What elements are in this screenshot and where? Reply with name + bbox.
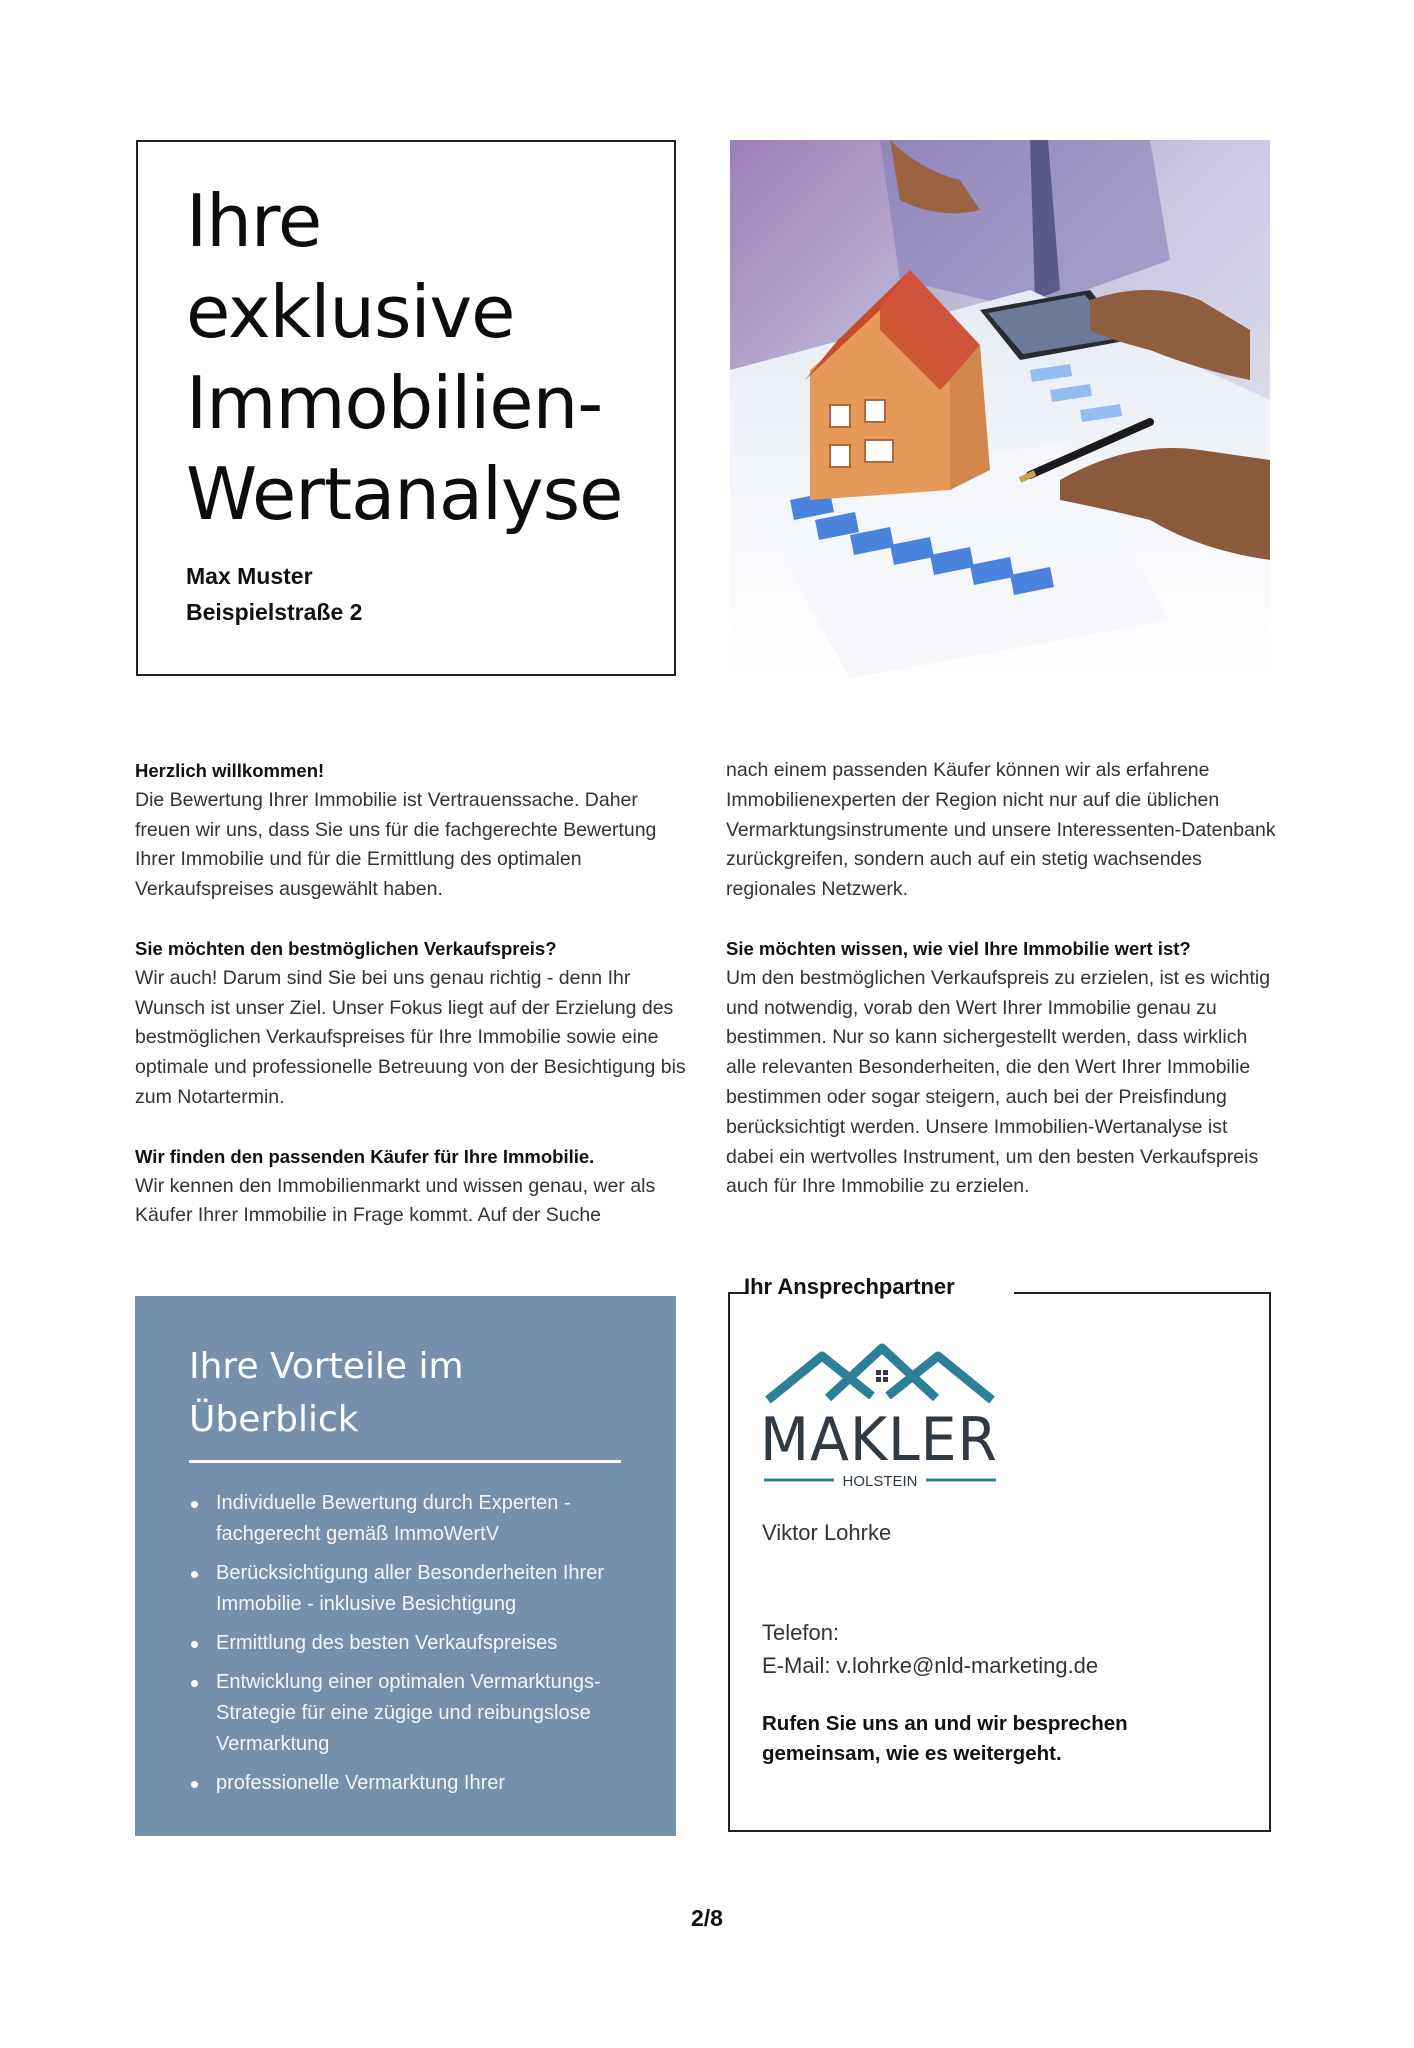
benefits-title-line2: Überblick (189, 1399, 359, 1440)
text-column-left (135, 756, 687, 1231)
owner-address: Beispielstraße 2 (186, 599, 363, 625)
title-line: Ihre (186, 179, 322, 263)
welcome-heading: Herzlich willkommen! (135, 760, 325, 781)
owner-info (186, 558, 362, 630)
contact-title: Ihr Ansprechpartner (744, 1274, 955, 1299)
welcome-paragraph: Die Bewertung Ihrer Immobilie ist Vertrauenssache. Daher freuen wir uns, dass Sie uns für die fachgerechte Bewertung Ihrer Immobilie und für die Ermittlung des optimalen Verkaufspreises ausgewählt haben. (135, 788, 657, 901)
title-line: Wertanalyse (186, 452, 623, 536)
list-item: Entwicklung einer optimalen Vermarktungs-Strategie für eine zügige und reibungslose Vermarktung (189, 1667, 619, 1760)
title-box (136, 140, 676, 676)
owner-name: Max Muster (186, 563, 313, 589)
list-item: Individuelle Bewertung durch Experten - fachgerecht gemäß ImmoWertV (189, 1488, 619, 1550)
contact-name: Viktor Lohrke (762, 1520, 892, 1545)
page-number: 2/8 (691, 1905, 723, 1931)
title-line: Immobilien- (186, 361, 603, 445)
buyer-heading: Wir finden den passenden Käufer für Ihre Immobilie. (135, 1145, 595, 1167)
hero-image (730, 140, 1270, 678)
list-item: Berücksichtigung aller Besonderheiten Ihrer Immobilie - inklusive Besichtigung (189, 1558, 619, 1620)
logo-text: MAKLER (760, 1405, 998, 1475)
company-logo (760, 1330, 1004, 1490)
title-line: exklusive (186, 270, 515, 354)
text-column-right (726, 756, 1278, 1202)
contact-phone-label: Telefon: (762, 1620, 840, 1645)
benefits-title-line1: Ihre Vorteile im (189, 1346, 464, 1387)
benefits-box (135, 1296, 676, 1836)
price-paragraph: Wir auch! Darum sind Sie bei uns genau richtig - denn Ihr Wunsch ist unser Ziel. Unser Fokus liegt auf der Erzielung des bestmöglichen Verkaufspreises für Ihre Immobilie sowie eine optimale und professionelle Betreuung von der Besichtigung bis zum Notartermin. (135, 966, 686, 1108)
buyer-paragraph-part1: Wir kennen den Immobilienmarkt und wissen genau, wer als Käufer Ihrer Immobilie in Frage kommt. Auf der Suche (135, 1174, 656, 1227)
benefits-list (189, 1488, 619, 1807)
benefits-title (189, 1340, 629, 1446)
value-heading: Sie möchten wissen, wie viel Ihre Immobilie wert ist? (726, 937, 1191, 959)
contact-email: E-Mail: v.lohrke@nld-marketing.de (762, 1653, 1099, 1678)
value-paragraph: Um den bestmöglichen Verkaufspreis zu erzielen, ist es wichtig und notwendig, vorab den Wert Ihrer Immobilie genau zu bestimmen. Nur so kann sichergestellt werden, dass wirklich alle relevanten Besonderheiten, die den Wert Ihrer Immobilie bestimmen oder sogar steigern, auch bei der Preisfindung berücksichtigt werden. Unsere Immobilien-Wertanalyse ist dabei ein wertvolles Instrument, um den besten Verkaufspreis auch für Ihre Immobilie zu erzielen. (726, 966, 1271, 1198)
buyer-paragraph-part2: nach einem passenden Käufer können wir als erfahrene Immobilienexperten der Region nicht nur auf die üblichen Vermarktungsinstrumente und unsere Interessenten-Datenbank zurückgreifen, sondern auch auf ein stetig wachsendes regionales Netzwerk. (726, 759, 1276, 901)
logo-subtext: HOLSTEIN (842, 1473, 918, 1490)
page-title (186, 176, 646, 540)
price-heading: Sie möchten den bestmöglichen Verkaufspreis? (135, 937, 557, 959)
list-item: Ermittlung des besten Verkaufspreises (189, 1628, 619, 1659)
benefits-divider (189, 1460, 621, 1463)
list-item: professionelle Vermarktung Ihrer (189, 1768, 619, 1799)
contact-cta: Rufen Sie uns an und wir besprechen gemeinsam, wie es weitergeht. (762, 1712, 1128, 1765)
